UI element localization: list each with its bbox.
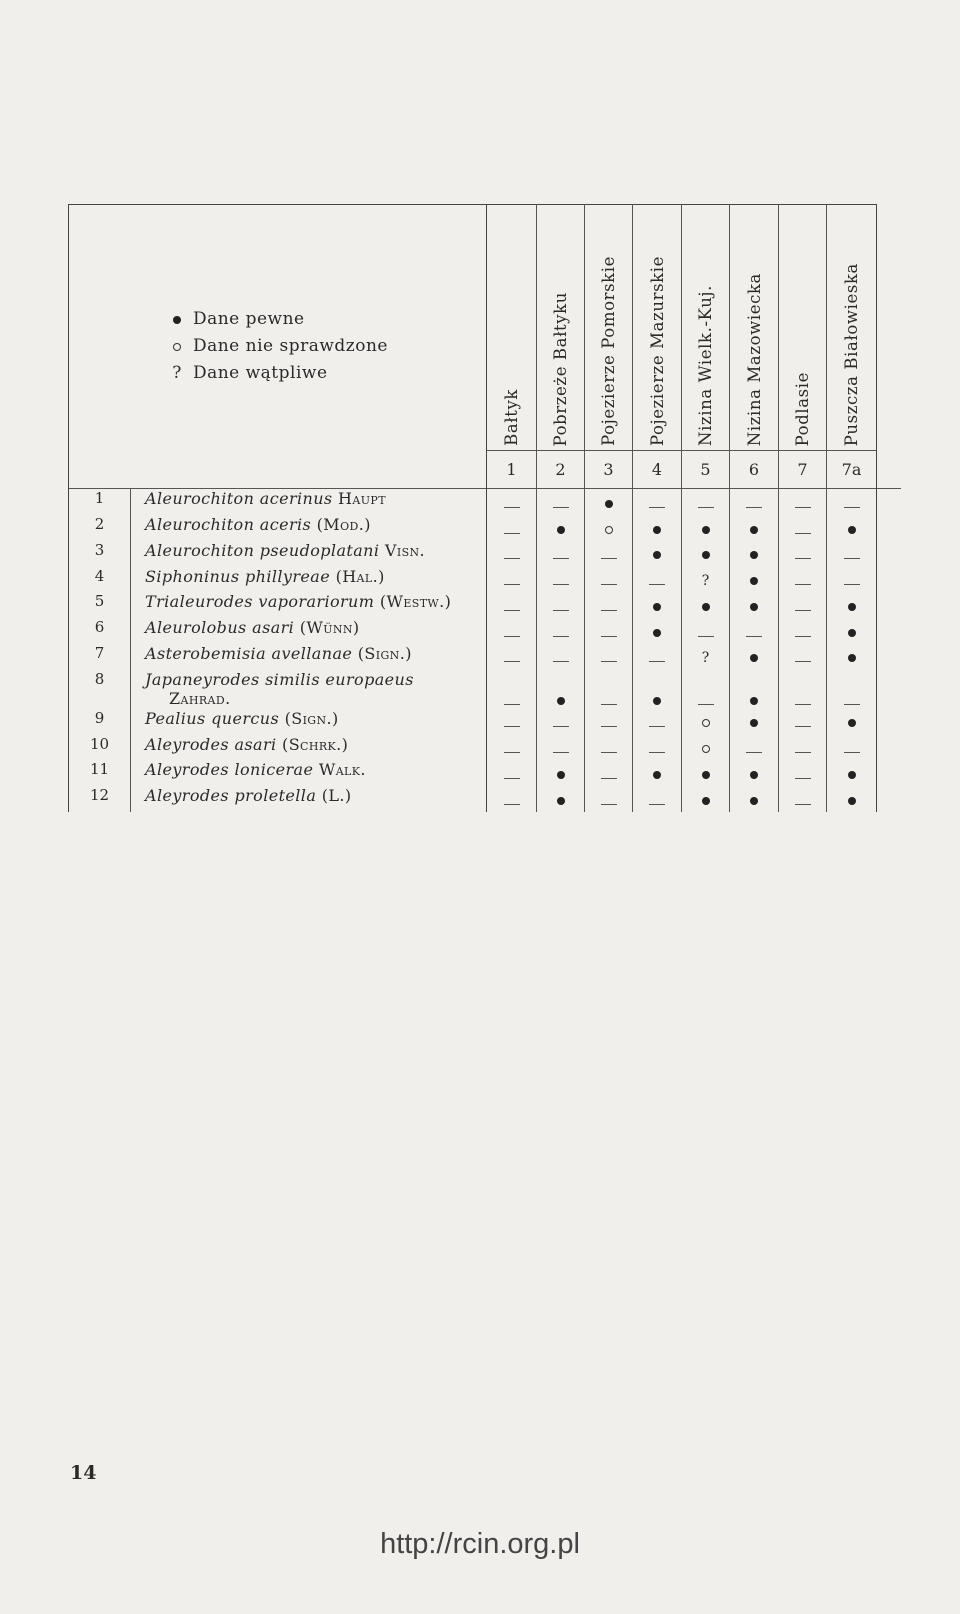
species-name xyxy=(131,618,487,644)
species: similis europaeus xyxy=(265,669,414,689)
dot-icon xyxy=(750,577,758,585)
cell-value xyxy=(682,618,730,644)
species-name xyxy=(131,541,487,567)
cell-value xyxy=(682,644,730,670)
cell-value xyxy=(779,515,827,541)
legend xyxy=(69,205,487,489)
row-number: 1 xyxy=(69,489,131,515)
dash-icon xyxy=(795,558,811,559)
cell-value xyxy=(682,515,730,541)
cell-value xyxy=(730,709,779,735)
dash-icon xyxy=(844,704,860,705)
dash-icon xyxy=(795,804,811,805)
genus: Japaneyrodes xyxy=(145,669,260,689)
dot-icon xyxy=(653,629,661,637)
dash-icon xyxy=(746,636,762,637)
dot-icon xyxy=(557,771,565,779)
species-name xyxy=(131,515,487,541)
dash-icon xyxy=(649,584,665,585)
table-row xyxy=(69,760,901,786)
dash-icon xyxy=(504,704,520,705)
dot-icon xyxy=(557,797,565,805)
cell-value xyxy=(633,735,682,761)
column-number: 6 xyxy=(730,451,779,489)
cell-value xyxy=(779,786,827,812)
cell-value xyxy=(633,592,682,618)
species-name xyxy=(131,567,487,593)
cell-value xyxy=(730,670,779,709)
table-row xyxy=(69,567,901,593)
legend-item-certain: Dane pewne xyxy=(167,306,388,333)
cell-value xyxy=(487,709,537,735)
cell-value xyxy=(487,644,537,670)
cell-value xyxy=(633,709,682,735)
species-name xyxy=(131,786,487,812)
cell-value xyxy=(730,786,779,812)
dash-icon xyxy=(649,726,665,727)
dash-icon xyxy=(504,726,520,727)
species: asari xyxy=(252,618,295,638)
genus: Siphoninus xyxy=(145,566,240,586)
cell-value xyxy=(487,760,537,786)
species: quercus xyxy=(211,708,280,728)
dot-icon xyxy=(750,551,758,559)
cell-value xyxy=(585,515,633,541)
table-body xyxy=(69,489,901,812)
table-row xyxy=(69,541,901,567)
dash-icon xyxy=(553,507,569,508)
dash-icon xyxy=(601,726,617,727)
row-number: 9 xyxy=(69,709,131,735)
cell-value xyxy=(779,670,827,709)
column-header: Podlasie xyxy=(779,205,827,451)
genus: Aleurochiton xyxy=(145,540,255,560)
cell-value xyxy=(633,515,682,541)
cell-value xyxy=(827,489,877,515)
dot-icon xyxy=(750,654,758,662)
cell-value xyxy=(779,735,827,761)
question-icon: ? xyxy=(172,363,182,384)
cell-value xyxy=(585,735,633,761)
cell-value xyxy=(730,489,779,515)
cell-value xyxy=(779,644,827,670)
row-number: 12 xyxy=(69,786,131,812)
dash-icon xyxy=(504,533,520,534)
cell-value xyxy=(537,541,585,567)
dash-icon xyxy=(504,661,520,662)
species-distribution-table xyxy=(68,204,901,812)
author: (Wünn) xyxy=(299,618,360,638)
dot-icon xyxy=(173,316,181,324)
question-icon: ? xyxy=(701,650,710,667)
cell-value xyxy=(537,760,585,786)
column-number: 2 xyxy=(537,451,585,489)
cell-value xyxy=(682,567,730,593)
cell-value xyxy=(827,515,877,541)
table-row xyxy=(69,592,901,618)
cell-value xyxy=(730,644,779,670)
dash-icon xyxy=(698,507,714,508)
table-row xyxy=(69,489,901,515)
cell-value xyxy=(682,592,730,618)
cell-value xyxy=(487,567,537,593)
author: (Hal.) xyxy=(335,566,385,586)
cell-value xyxy=(633,618,682,644)
species: proletella xyxy=(234,786,317,806)
genus: Asterobemisia xyxy=(145,643,267,663)
dash-icon xyxy=(601,778,617,779)
dot-icon xyxy=(653,526,661,534)
species-name xyxy=(131,670,487,709)
cell-value xyxy=(682,541,730,567)
cell-value xyxy=(487,618,537,644)
column-number: 4 xyxy=(633,451,682,489)
dash-icon xyxy=(553,661,569,662)
cell-value xyxy=(827,709,877,735)
column-header: Nizina Wielk.-Kuj. xyxy=(682,205,730,451)
dash-icon xyxy=(698,704,714,705)
table-row xyxy=(69,515,901,541)
dot-icon xyxy=(750,603,758,611)
cell-value xyxy=(827,592,877,618)
cell-value xyxy=(585,541,633,567)
dash-icon xyxy=(553,752,569,753)
cell-value xyxy=(682,489,730,515)
dot-icon xyxy=(653,603,661,611)
dash-icon xyxy=(601,704,617,705)
cell-value xyxy=(779,760,827,786)
question-icon: ? xyxy=(701,573,710,590)
dash-icon xyxy=(553,726,569,727)
cell-value xyxy=(537,644,585,670)
cell-value xyxy=(779,618,827,644)
dash-icon xyxy=(649,507,665,508)
column-header: Pojezierze Pomorskie xyxy=(585,205,633,451)
dot-icon xyxy=(702,797,710,805)
dash-icon xyxy=(795,661,811,662)
genus: Aleyrodes xyxy=(145,760,229,780)
column-header: Pobrzeże Bałtyku xyxy=(537,205,585,451)
dash-icon xyxy=(844,752,860,753)
cell-value xyxy=(827,760,877,786)
dot-icon xyxy=(750,526,758,534)
author: Walk. xyxy=(318,760,366,780)
genus: Pealius xyxy=(145,708,206,728)
dash-icon xyxy=(504,584,520,585)
dash-icon xyxy=(844,507,860,508)
cell-value xyxy=(730,760,779,786)
dash-icon xyxy=(504,558,520,559)
cell-value xyxy=(827,618,877,644)
table-row xyxy=(69,644,901,670)
column-header: Bałtyk xyxy=(487,205,537,451)
dash-icon xyxy=(601,804,617,805)
cell-value xyxy=(585,489,633,515)
author: (L.) xyxy=(321,786,352,806)
species-name xyxy=(131,592,487,618)
author: (Schrk.) xyxy=(282,734,349,754)
dash-icon xyxy=(601,661,617,662)
dash-icon xyxy=(795,584,811,585)
cell-value xyxy=(633,786,682,812)
dash-icon xyxy=(553,610,569,611)
genus: Aleurochiton xyxy=(145,515,255,535)
cell-value xyxy=(779,592,827,618)
cell-value xyxy=(682,735,730,761)
genus: Aleyrodes xyxy=(145,786,229,806)
cell-value xyxy=(537,515,585,541)
footer-url: http://rcin.org.pl xyxy=(380,1528,580,1560)
dash-icon xyxy=(795,704,811,705)
cell-value xyxy=(585,760,633,786)
row-number: 5 xyxy=(69,592,131,618)
author: (Westw.) xyxy=(379,592,452,612)
column-number: 5 xyxy=(682,451,730,489)
cell-value xyxy=(779,567,827,593)
cell-value xyxy=(779,709,827,735)
row-number: 3 xyxy=(69,541,131,567)
author: Zahrad. xyxy=(169,688,231,708)
dot-icon xyxy=(653,551,661,559)
cell-value xyxy=(730,592,779,618)
column-header: Puszcza Białowieska xyxy=(827,205,877,451)
genus: Aleurolobus xyxy=(145,618,247,638)
row-number: 8 xyxy=(69,670,131,709)
species: aceris xyxy=(259,515,312,535)
species: asari xyxy=(234,734,277,754)
row-number: 6 xyxy=(69,618,131,644)
cell-value xyxy=(537,709,585,735)
circle-icon xyxy=(605,526,613,534)
author: (Mod.) xyxy=(316,515,371,535)
species: avellanae xyxy=(271,643,353,663)
cell-value xyxy=(633,541,682,567)
dot-icon xyxy=(557,526,565,534)
cell-value xyxy=(633,489,682,515)
dash-icon xyxy=(504,778,520,779)
dash-icon xyxy=(844,584,860,585)
dash-icon xyxy=(601,752,617,753)
cell-value xyxy=(487,489,537,515)
dot-icon xyxy=(848,629,856,637)
dot-icon xyxy=(750,771,758,779)
dot-icon xyxy=(702,526,710,534)
dot-icon xyxy=(848,526,856,534)
cell-value xyxy=(537,618,585,644)
column-number: 7 xyxy=(779,451,827,489)
genus: Aleyrodes xyxy=(145,734,229,754)
cell-value xyxy=(537,670,585,709)
cell-value xyxy=(682,709,730,735)
dot-icon xyxy=(848,771,856,779)
species: phillyreae xyxy=(245,566,331,586)
dash-icon xyxy=(795,636,811,637)
cell-value xyxy=(633,644,682,670)
author: Haupt xyxy=(338,489,386,509)
dash-icon xyxy=(649,661,665,662)
column-number: 7a xyxy=(827,451,877,489)
species: lonicerae xyxy=(234,760,314,780)
dash-icon xyxy=(504,804,520,805)
cell-value xyxy=(537,567,585,593)
cell-value xyxy=(585,644,633,670)
genus: Trialeurodes xyxy=(145,592,253,612)
cell-value xyxy=(827,567,877,593)
cell-value xyxy=(487,786,537,812)
dash-icon xyxy=(795,507,811,508)
cell-value xyxy=(585,567,633,593)
cell-value xyxy=(682,786,730,812)
species-name xyxy=(131,735,487,761)
dot-icon xyxy=(750,719,758,727)
cell-value xyxy=(487,592,537,618)
dash-icon xyxy=(601,636,617,637)
table-row xyxy=(69,786,901,812)
dash-icon xyxy=(795,778,811,779)
dash-icon xyxy=(746,752,762,753)
dot-icon xyxy=(702,771,710,779)
cell-value xyxy=(779,489,827,515)
cell-value xyxy=(537,786,585,812)
table-row xyxy=(69,735,901,761)
dot-icon xyxy=(653,771,661,779)
cell-value xyxy=(585,592,633,618)
column-number: 3 xyxy=(585,451,633,489)
cell-value xyxy=(487,735,537,761)
dash-icon xyxy=(504,636,520,637)
cell-value xyxy=(730,515,779,541)
dash-icon xyxy=(795,726,811,727)
cell-value xyxy=(730,735,779,761)
dot-icon xyxy=(653,697,661,705)
cell-value xyxy=(827,670,877,709)
species: vaporariorum xyxy=(258,592,375,612)
row-number: 2 xyxy=(69,515,131,541)
dot-icon xyxy=(848,719,856,727)
cell-value xyxy=(682,760,730,786)
dot-icon xyxy=(848,603,856,611)
table-row xyxy=(69,618,901,644)
cell-value xyxy=(730,567,779,593)
author: (Sign.) xyxy=(357,643,412,663)
cell-value xyxy=(827,786,877,812)
cell-value xyxy=(487,515,537,541)
column-header: Nizina Mazowiecka xyxy=(730,205,779,451)
dash-icon xyxy=(504,610,520,611)
cell-value xyxy=(585,786,633,812)
cell-value xyxy=(730,541,779,567)
dash-icon xyxy=(795,533,811,534)
dash-icon xyxy=(698,636,714,637)
dot-icon xyxy=(605,500,613,508)
row-number: 4 xyxy=(69,567,131,593)
circle-icon xyxy=(173,343,181,351)
genus: Aleurochiton xyxy=(145,489,255,509)
cell-value xyxy=(682,670,730,709)
dash-icon xyxy=(601,610,617,611)
species: acerinus xyxy=(259,489,333,509)
row-number: 11 xyxy=(69,760,131,786)
page-number: 14 xyxy=(70,1462,97,1484)
dash-icon xyxy=(553,558,569,559)
circle-icon xyxy=(702,719,710,727)
cell-value xyxy=(633,760,682,786)
circle-icon xyxy=(702,745,710,753)
species-name xyxy=(131,489,487,515)
dash-icon xyxy=(504,507,520,508)
cell-value xyxy=(537,735,585,761)
dot-icon xyxy=(702,551,710,559)
dash-icon xyxy=(844,558,860,559)
cell-value xyxy=(827,541,877,567)
dash-icon xyxy=(649,752,665,753)
cell-value xyxy=(585,709,633,735)
dash-icon xyxy=(553,636,569,637)
dash-icon xyxy=(649,804,665,805)
dot-icon xyxy=(557,697,565,705)
cell-value xyxy=(487,541,537,567)
cell-value xyxy=(585,618,633,644)
species: pseudoplatani xyxy=(259,540,380,560)
table-row xyxy=(69,670,901,709)
author: (Sign.) xyxy=(284,708,339,728)
dash-icon xyxy=(795,610,811,611)
cell-value xyxy=(585,670,633,709)
species-name xyxy=(131,709,487,735)
cell-value xyxy=(487,670,537,709)
row-number: 10 xyxy=(69,735,131,761)
cell-value xyxy=(633,670,682,709)
table-row xyxy=(69,709,901,735)
dot-icon xyxy=(750,697,758,705)
dot-icon xyxy=(848,654,856,662)
dot-icon xyxy=(848,797,856,805)
dash-icon xyxy=(795,752,811,753)
species-name xyxy=(131,644,487,670)
cell-value xyxy=(827,644,877,670)
dash-icon xyxy=(553,584,569,585)
dash-icon xyxy=(601,584,617,585)
author: Visn. xyxy=(384,540,426,560)
cell-value xyxy=(537,489,585,515)
cell-value xyxy=(537,592,585,618)
dash-icon xyxy=(601,558,617,559)
column-header: Pojezierze Mazurskie xyxy=(633,205,682,451)
row-number: 7 xyxy=(69,644,131,670)
species-name xyxy=(131,760,487,786)
legend-item-doubtful: ? Dane wątpliwe xyxy=(172,363,328,384)
dot-icon xyxy=(702,603,710,611)
dash-icon xyxy=(746,507,762,508)
dot-icon xyxy=(750,797,758,805)
column-number: 1 xyxy=(487,451,537,489)
cell-value xyxy=(633,567,682,593)
cell-value xyxy=(827,735,877,761)
cell-value xyxy=(730,618,779,644)
dash-icon xyxy=(504,752,520,753)
legend-item-unverified: Dane nie sprawdzone xyxy=(167,333,388,360)
cell-value xyxy=(779,541,827,567)
